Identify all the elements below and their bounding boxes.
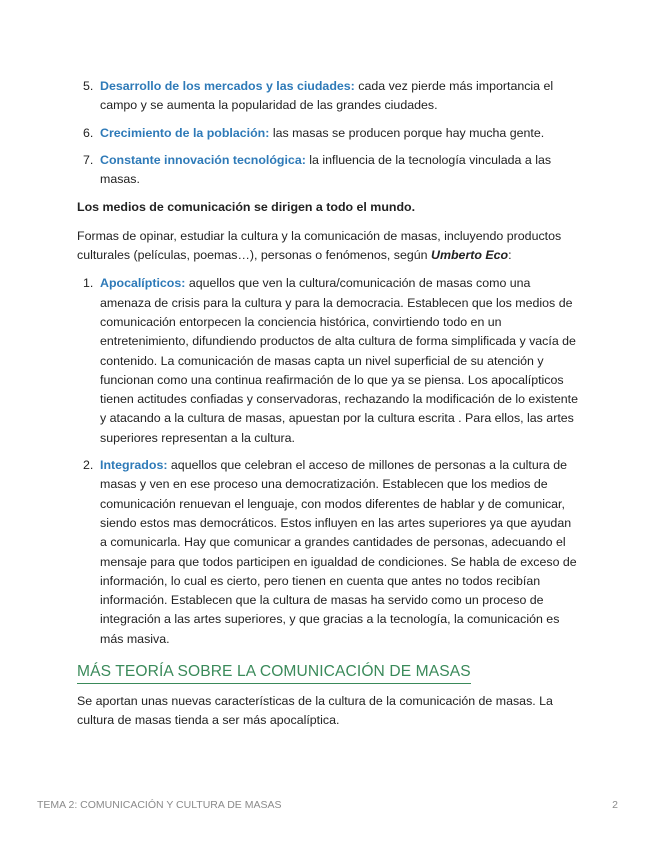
list-number: 7. [83,152,94,167]
intro-paragraph [77,227,579,266]
list-term: Desarrollo de los mercados y las ciudades: [100,79,355,93]
list-item [77,77,579,116]
list-term: Integrados: [100,458,168,473]
list-item [77,151,579,190]
list-term: Crecimiento de la población: [100,125,270,140]
author-name: Umberto Eco [431,248,509,263]
numbered-list-eco [77,274,579,649]
list-text: cada vez pierde más importancia el campo y se aumenta la popularidad de las grandes ciudades. [100,79,554,113]
section-body: Se aportan unas nuevas características de la cultura de la comunicación de masas. La cultura de masas tienda a ser más apocalíptica. [77,694,553,728]
page-footer [37,799,618,811]
list-number: 5. [83,79,94,93]
list-term: Apocalípticos: [100,276,186,291]
section-heading: MÁS TEORÍA SOBRE LA COMUNICACIÓN DE MASAS [77,661,471,684]
list-item [77,124,579,143]
list-number: 6. [83,125,94,140]
intro-text: Formas de opinar, estudiar la cultura y la comunicación de masas, incluyendo productos culturales (películas, poemas…), personas o fenómenos, según [77,228,562,263]
numbered-list-top [77,77,579,189]
intro-suffix: : [508,248,512,263]
list-text: aquellos que ven la cultura/comunicación de masas como una amenaza de crisis para la cultura y para la democracia. Establecen que los medios de comunicación entorpecen la conciencia histórica, convirtiendo todo en un entretenimiento, difundiendo productos de alta cultura de forma simplificada y vacía de contenido. La comunicación de masas capta un nivel superficial de su atención y funcionan como una continua reafirmación de lo que ya se piensa. Los apocalípticos tienen actitudes confiadas y conservadoras, rechazando la modificación de lo existente y atacando a la cultura de masas, apuestan por la cultura escrita . Para ellos, las artes superiores representan a la cultura. [100,276,579,445]
list-item [77,274,579,448]
list-item [77,456,579,649]
bold-statement: Los medios de comunicación se dirigen a todo el mundo. [77,200,416,215]
list-number: 2. [83,458,94,473]
list-text: la influencia de la tecnología vinculada a las masas. [100,152,552,187]
list-term: Constante innovación tecnológica: [100,152,306,167]
footer-title: TEMA 2: COMUNICACIÓN Y CULTURA DE MASAS [37,799,282,811]
list-text: las masas se producen porque hay mucha gente. [269,125,545,140]
page-number: 2 [612,799,618,811]
list-text: aquellos que celebran el acceso de millones de personas a la cultura de masas y ven en ese proceso una democratización. Establecen que los medios de comunicación renuevan el lenguaje, con modos diferentes de hablar y de comunicar, siendo estos mas democráticos. Estos influyen en las artes superiores ya que ayudan a comunicarla. Hay que comunicar a grandes cantidades de personas, adecuando el mensaje para que todos participen en igualdad de condiciones. Se habla de exceso de información, lo cual es cierto, pero tienen en cuenta que antes no todos recibían información. Establecen que la cultura de masas ha servido como un proceso de integración a las artes superiores, y que gracias a la tecnología, la comunicación es más masiva. [100,458,577,646]
list-number: 1. [83,276,94,291]
page-content [77,77,579,731]
